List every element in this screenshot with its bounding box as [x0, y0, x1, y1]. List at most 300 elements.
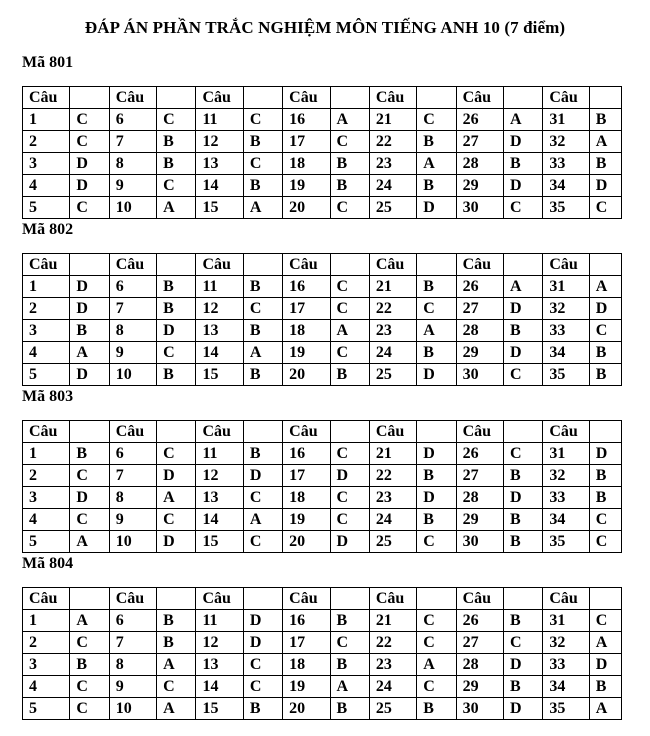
answer-cell: D	[417, 487, 456, 509]
answer-cell: A	[330, 676, 369, 698]
question-number-cell: 35	[543, 698, 589, 720]
question-number-cell: 17	[283, 131, 330, 153]
table-row	[23, 197, 622, 219]
answer-cell: B	[503, 610, 542, 632]
answer-cell: A	[589, 131, 621, 153]
question-number-cell: 18	[283, 487, 330, 509]
header-cell: Câu	[23, 87, 70, 109]
table-row	[23, 320, 622, 342]
answer-cell: B	[157, 632, 196, 654]
question-number-cell: 17	[283, 465, 330, 487]
answer-cell: A	[70, 610, 109, 632]
table-header-row	[23, 87, 622, 109]
answer-cell: C	[330, 487, 369, 509]
answer-table	[22, 587, 622, 720]
header-cell: Câu	[543, 87, 589, 109]
table-row	[23, 610, 622, 632]
exam-code-label: Mã 801	[22, 54, 74, 71]
answer-cell: B	[503, 465, 542, 487]
table-header-row	[23, 254, 622, 276]
question-number-cell: 2	[23, 632, 70, 654]
answer-cell: B	[243, 698, 282, 720]
answer-cell: C	[243, 676, 282, 698]
question-number-cell: 19	[283, 342, 330, 364]
question-number-cell: 28	[456, 153, 503, 175]
answer-cell: A	[589, 698, 621, 720]
question-number-cell: 8	[109, 654, 156, 676]
exam-code-label: Mã 804	[22, 555, 74, 572]
question-number-cell: 14	[196, 175, 243, 197]
header-empty-cell	[70, 87, 109, 109]
header-cell: Câu	[456, 421, 503, 443]
question-number-cell: 13	[196, 153, 243, 175]
answer-cell: B	[589, 153, 621, 175]
header-empty-cell	[589, 421, 621, 443]
header-cell: Câu	[109, 87, 156, 109]
question-number-cell: 23	[369, 654, 416, 676]
answer-cell: B	[157, 610, 196, 632]
table-row	[23, 632, 622, 654]
question-number-cell: 22	[369, 465, 416, 487]
question-number-cell: 20	[283, 698, 330, 720]
question-number-cell: 34	[543, 175, 589, 197]
header-cell: Câu	[109, 588, 156, 610]
answer-cell: C	[417, 298, 456, 320]
header-empty-cell	[589, 588, 621, 610]
answer-cell: C	[243, 298, 282, 320]
answer-cell: D	[503, 342, 542, 364]
answer-cell: D	[589, 298, 621, 320]
answer-cell: A	[70, 531, 109, 553]
question-number-cell: 13	[196, 320, 243, 342]
question-number-cell: 30	[456, 698, 503, 720]
answer-cell: B	[243, 175, 282, 197]
question-number-cell: 20	[283, 364, 330, 386]
answer-cell: B	[70, 320, 109, 342]
question-number-cell: 26	[456, 443, 503, 465]
header-empty-cell	[503, 254, 542, 276]
answer-cell: C	[157, 109, 196, 131]
answer-cell: D	[417, 443, 456, 465]
question-number-cell: 1	[23, 276, 70, 298]
answer-cell: C	[157, 175, 196, 197]
answer-cell: A	[417, 153, 456, 175]
header-empty-cell	[503, 421, 542, 443]
header-empty-cell	[330, 87, 369, 109]
header-cell: Câu	[456, 588, 503, 610]
answer-table	[22, 420, 622, 553]
answer-cell: C	[243, 654, 282, 676]
question-number-cell: 26	[456, 109, 503, 131]
question-number-cell: 10	[109, 698, 156, 720]
question-number-cell: 5	[23, 531, 70, 553]
question-number-cell: 16	[283, 109, 330, 131]
table-row	[23, 531, 622, 553]
answer-table	[22, 253, 622, 386]
answer-cell: C	[70, 197, 109, 219]
answer-cell: D	[70, 153, 109, 175]
question-number-cell: 32	[543, 465, 589, 487]
question-number-cell: 5	[23, 364, 70, 386]
question-number-cell: 25	[369, 531, 416, 553]
answer-cell: C	[330, 131, 369, 153]
answer-cell: A	[243, 342, 282, 364]
question-number-cell: 23	[369, 320, 416, 342]
question-number-cell: 31	[543, 109, 589, 131]
header-empty-cell	[330, 588, 369, 610]
answer-cell: D	[70, 364, 109, 386]
table-header-row	[23, 421, 622, 443]
answer-cell: D	[70, 298, 109, 320]
question-number-cell: 17	[283, 632, 330, 654]
answer-table	[22, 86, 622, 219]
answer-cell: A	[243, 197, 282, 219]
table-row	[23, 443, 622, 465]
header-cell: Câu	[196, 588, 243, 610]
header-empty-cell	[243, 87, 282, 109]
question-number-cell: 34	[543, 342, 589, 364]
question-number-cell: 11	[196, 443, 243, 465]
question-number-cell: 19	[283, 175, 330, 197]
answer-cell: C	[330, 342, 369, 364]
answer-cell: D	[503, 298, 542, 320]
question-number-cell: 3	[23, 487, 70, 509]
answer-cell: D	[157, 531, 196, 553]
question-number-cell: 18	[283, 153, 330, 175]
table-row	[23, 465, 622, 487]
question-number-cell: 2	[23, 131, 70, 153]
question-number-cell: 11	[196, 610, 243, 632]
answer-cell: C	[243, 109, 282, 131]
header-empty-cell	[503, 87, 542, 109]
answer-cell: C	[330, 298, 369, 320]
header-empty-cell	[70, 254, 109, 276]
header-empty-cell	[330, 421, 369, 443]
answer-cell: C	[157, 443, 196, 465]
answer-cell: D	[589, 443, 621, 465]
table-header-row	[23, 588, 622, 610]
answer-cell: B	[589, 109, 621, 131]
question-number-cell: 33	[543, 487, 589, 509]
question-number-cell: 30	[456, 364, 503, 386]
header-cell: Câu	[283, 87, 330, 109]
answer-cell: B	[503, 531, 542, 553]
header-empty-cell	[417, 421, 456, 443]
question-number-cell: 22	[369, 298, 416, 320]
question-number-cell: 12	[196, 298, 243, 320]
header-empty-cell	[330, 254, 369, 276]
answer-cell: B	[417, 131, 456, 153]
question-number-cell: 18	[283, 320, 330, 342]
answer-cell: C	[417, 610, 456, 632]
header-cell: Câu	[283, 588, 330, 610]
answer-cell: A	[243, 509, 282, 531]
question-number-cell: 12	[196, 632, 243, 654]
answer-cell: B	[503, 320, 542, 342]
answer-cell: B	[503, 676, 542, 698]
header-cell: Câu	[456, 254, 503, 276]
answer-cell: C	[589, 320, 621, 342]
answer-cell: C	[330, 632, 369, 654]
answer-cell: C	[243, 487, 282, 509]
answer-cell: C	[417, 632, 456, 654]
question-number-cell: 24	[369, 509, 416, 531]
question-number-cell: 32	[543, 298, 589, 320]
answer-cell: A	[589, 276, 621, 298]
table-row	[23, 487, 622, 509]
question-number-cell: 31	[543, 610, 589, 632]
table-row	[23, 676, 622, 698]
table-row	[23, 698, 622, 720]
answer-cell: B	[157, 364, 196, 386]
answer-cell: B	[330, 153, 369, 175]
header-empty-cell	[243, 588, 282, 610]
question-number-cell: 28	[456, 320, 503, 342]
answer-cell: B	[417, 465, 456, 487]
question-number-cell: 32	[543, 632, 589, 654]
table-row	[23, 364, 622, 386]
question-number-cell: 9	[109, 175, 156, 197]
answer-cell: A	[157, 487, 196, 509]
table-row	[23, 153, 622, 175]
table-row	[23, 131, 622, 153]
question-number-cell: 25	[369, 197, 416, 219]
question-number-cell: 8	[109, 153, 156, 175]
question-number-cell: 6	[109, 276, 156, 298]
header-cell: Câu	[196, 254, 243, 276]
question-number-cell: 4	[23, 676, 70, 698]
question-number-cell: 33	[543, 654, 589, 676]
question-number-cell: 26	[456, 276, 503, 298]
answer-cell: B	[417, 698, 456, 720]
question-number-cell: 20	[283, 197, 330, 219]
table-row	[23, 342, 622, 364]
question-number-cell: 23	[369, 153, 416, 175]
answer-cell: A	[157, 654, 196, 676]
question-number-cell: 16	[283, 443, 330, 465]
answer-cell: C	[70, 465, 109, 487]
header-empty-cell	[417, 254, 456, 276]
answer-cell: B	[243, 276, 282, 298]
question-number-cell: 16	[283, 610, 330, 632]
answer-cell: C	[417, 109, 456, 131]
answer-cell: A	[330, 109, 369, 131]
question-number-cell: 15	[196, 698, 243, 720]
header-cell: Câu	[456, 87, 503, 109]
question-number-cell: 23	[369, 487, 416, 509]
question-number-cell: 29	[456, 676, 503, 698]
question-number-cell: 6	[109, 443, 156, 465]
table-row	[23, 298, 622, 320]
answer-cell: C	[70, 509, 109, 531]
question-number-cell: 2	[23, 298, 70, 320]
header-cell: Câu	[23, 421, 70, 443]
answer-cell: A	[157, 698, 196, 720]
question-number-cell: 9	[109, 676, 156, 698]
answer-cell: C	[70, 676, 109, 698]
header-cell: Câu	[543, 421, 589, 443]
answer-cell: D	[243, 610, 282, 632]
answer-cell: B	[503, 509, 542, 531]
answer-cell: A	[157, 197, 196, 219]
answer-cell: C	[589, 531, 621, 553]
answer-cell: C	[330, 276, 369, 298]
question-number-cell: 4	[23, 342, 70, 364]
header-empty-cell	[589, 254, 621, 276]
answer-cell: B	[157, 153, 196, 175]
header-empty-cell	[157, 588, 196, 610]
answer-cell: D	[503, 131, 542, 153]
answer-cell: C	[243, 531, 282, 553]
question-number-cell: 1	[23, 610, 70, 632]
answer-cell: B	[589, 342, 621, 364]
question-number-cell: 15	[196, 531, 243, 553]
answer-cell: B	[157, 298, 196, 320]
answer-cell: B	[70, 654, 109, 676]
header-empty-cell	[417, 588, 456, 610]
header-cell: Câu	[109, 254, 156, 276]
question-number-cell: 32	[543, 131, 589, 153]
header-cell: Câu	[543, 588, 589, 610]
answer-cell: C	[330, 509, 369, 531]
answer-cell: D	[417, 197, 456, 219]
header-cell: Câu	[196, 87, 243, 109]
question-number-cell: 5	[23, 197, 70, 219]
answer-cell: D	[330, 531, 369, 553]
header-empty-cell	[70, 588, 109, 610]
question-number-cell: 16	[283, 276, 330, 298]
question-number-cell: 35	[543, 531, 589, 553]
header-cell: Câu	[283, 254, 330, 276]
question-number-cell: 19	[283, 509, 330, 531]
header-cell: Câu	[369, 421, 416, 443]
answer-cell: C	[589, 197, 621, 219]
answer-cell: B	[70, 443, 109, 465]
answer-cell: A	[589, 632, 621, 654]
question-number-cell: 29	[456, 175, 503, 197]
header-empty-cell	[417, 87, 456, 109]
answer-cell: B	[243, 443, 282, 465]
answer-cell: B	[330, 364, 369, 386]
table-row	[23, 654, 622, 676]
question-number-cell: 10	[109, 364, 156, 386]
question-number-cell: 34	[543, 509, 589, 531]
answer-cell: C	[70, 698, 109, 720]
question-number-cell: 33	[543, 153, 589, 175]
header-cell: Câu	[196, 421, 243, 443]
answer-cell: B	[157, 276, 196, 298]
header-cell: Câu	[369, 87, 416, 109]
answer-cell: D	[157, 320, 196, 342]
question-number-cell: 8	[109, 487, 156, 509]
question-number-cell: 12	[196, 131, 243, 153]
answer-cell: D	[70, 175, 109, 197]
question-number-cell: 1	[23, 443, 70, 465]
question-number-cell: 4	[23, 509, 70, 531]
answer-cell: B	[417, 509, 456, 531]
table-row	[23, 509, 622, 531]
answer-cell: B	[157, 131, 196, 153]
header-cell: Câu	[369, 254, 416, 276]
question-number-cell: 8	[109, 320, 156, 342]
page-title: ĐÁP ÁN PHẦN TRẮC NGHIỆM MÔN TIẾNG ANH 10 (7 điểm)	[84, 18, 566, 37]
answer-cell: D	[157, 465, 196, 487]
question-number-cell: 9	[109, 342, 156, 364]
question-number-cell: 21	[369, 276, 416, 298]
question-number-cell: 2	[23, 465, 70, 487]
header-empty-cell	[70, 421, 109, 443]
answer-cell: B	[243, 364, 282, 386]
answer-cell: B	[330, 175, 369, 197]
answer-cell: C	[157, 342, 196, 364]
question-number-cell: 21	[369, 109, 416, 131]
header-cell: Câu	[283, 421, 330, 443]
table-row	[23, 175, 622, 197]
question-number-cell: 17	[283, 298, 330, 320]
question-number-cell: 21	[369, 443, 416, 465]
question-number-cell: 1	[23, 109, 70, 131]
question-number-cell: 31	[543, 443, 589, 465]
question-number-cell: 10	[109, 531, 156, 553]
answer-cell: D	[243, 632, 282, 654]
answer-cell: B	[330, 610, 369, 632]
answer-cell: D	[589, 175, 621, 197]
answer-cell: D	[243, 465, 282, 487]
question-number-cell: 7	[109, 298, 156, 320]
answer-cell: C	[70, 632, 109, 654]
answer-cell: C	[589, 509, 621, 531]
question-number-cell: 24	[369, 676, 416, 698]
answer-cell: D	[417, 364, 456, 386]
answer-cell: A	[417, 654, 456, 676]
question-number-cell: 28	[456, 654, 503, 676]
question-number-cell: 27	[456, 632, 503, 654]
question-number-cell: 25	[369, 698, 416, 720]
question-number-cell: 26	[456, 610, 503, 632]
question-number-cell: 3	[23, 153, 70, 175]
answer-cell: B	[589, 487, 621, 509]
answer-cell: C	[503, 197, 542, 219]
question-number-cell: 34	[543, 676, 589, 698]
question-number-cell: 18	[283, 654, 330, 676]
answer-cell: C	[330, 443, 369, 465]
table-row	[23, 109, 622, 131]
question-number-cell: 6	[109, 610, 156, 632]
answer-cell: A	[503, 109, 542, 131]
answer-cell: D	[589, 654, 621, 676]
answer-cell: C	[330, 197, 369, 219]
question-number-cell: 30	[456, 197, 503, 219]
header-cell: Câu	[543, 254, 589, 276]
question-number-cell: 12	[196, 465, 243, 487]
answer-cell: D	[503, 654, 542, 676]
table-row	[23, 276, 622, 298]
answer-cell: C	[417, 531, 456, 553]
question-number-cell: 13	[196, 654, 243, 676]
question-number-cell: 19	[283, 676, 330, 698]
question-number-cell: 10	[109, 197, 156, 219]
question-number-cell: 29	[456, 509, 503, 531]
answer-cell: B	[589, 676, 621, 698]
answer-cell: B	[503, 153, 542, 175]
answer-cell: D	[503, 698, 542, 720]
header-cell: Câu	[23, 254, 70, 276]
question-number-cell: 33	[543, 320, 589, 342]
answer-cell: D	[70, 276, 109, 298]
answer-cell: C	[503, 443, 542, 465]
question-number-cell: 7	[109, 632, 156, 654]
question-number-cell: 35	[543, 364, 589, 386]
